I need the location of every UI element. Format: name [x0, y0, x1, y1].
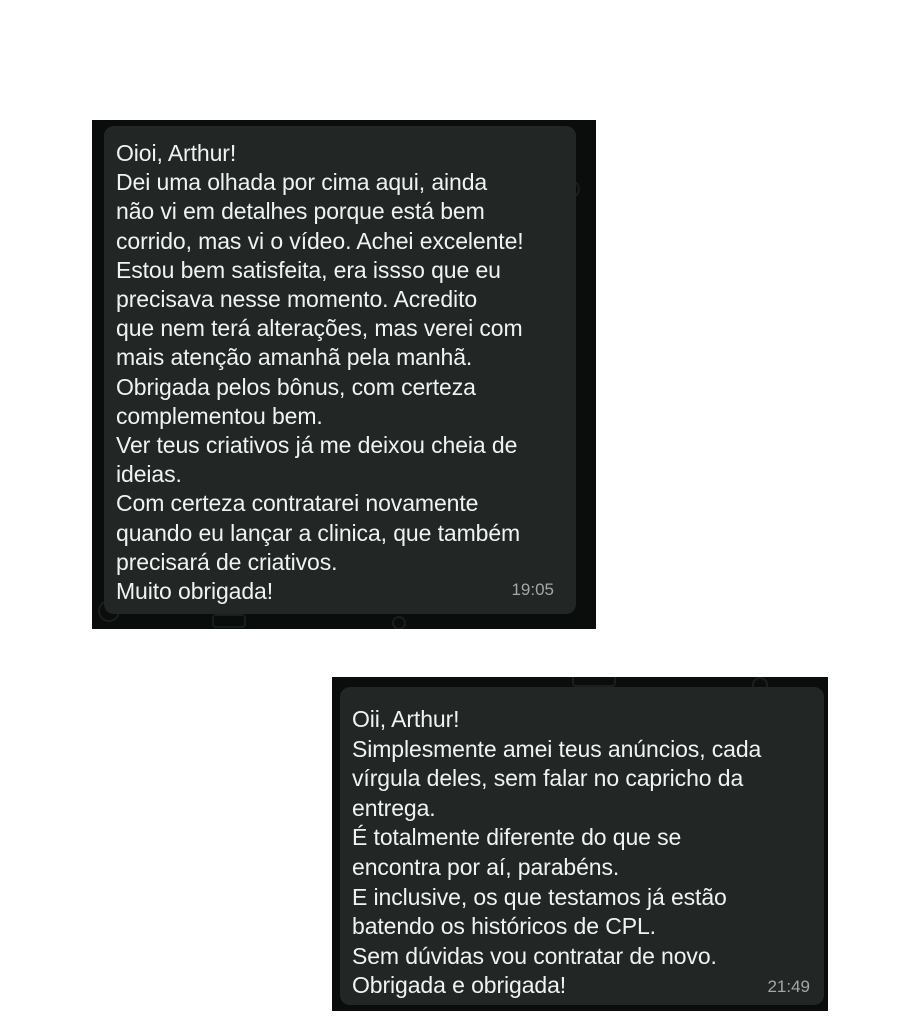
message-line: Oioi, Arthur!	[116, 140, 237, 166]
message-line: corrido, mas vi o vídeo. Achei excelente!	[116, 227, 524, 254]
message-line: não vi em detalhes porque está bem	[116, 198, 485, 225]
message-line: Oii, Arthur!	[352, 706, 460, 732]
message-text	[116, 139, 524, 606]
message-line: Dei uma olhada por cima aqui, ainda	[116, 169, 488, 196]
message-line: quando eu lançar a clinica, que também	[116, 519, 521, 546]
chat-wallpaper-doodle	[392, 616, 406, 629]
message-line: encontra por aí, parabéns.	[352, 853, 620, 880]
message-line: vírgula deles, sem falar no capricho da	[352, 765, 744, 792]
message-line: complementou bem.	[116, 402, 323, 429]
message-line: entrega.	[352, 794, 436, 821]
message-timestamp: 19:05	[511, 580, 554, 599]
message-line: Sem dúvidas vou contratar de novo.	[352, 942, 717, 969]
message-line: Estou bem satisfeita, era issso que eu	[116, 256, 501, 283]
message-line: Ver teus criativos já me deixou cheia de	[116, 432, 518, 459]
message-line: E inclusive, os que testamos já estão	[352, 883, 727, 910]
message-line: Com certeza contratarei novamente	[116, 490, 479, 517]
message-line: Obrigada pelos bônus, com certeza	[116, 373, 476, 400]
message-line: Obrigada e obrigada!	[352, 972, 567, 999]
message-bubble[interactable]	[104, 126, 576, 614]
chat-screenshot-1	[92, 120, 596, 629]
message-line: batendo os históricos de CPL.	[352, 913, 656, 940]
chat-screenshot-2	[332, 677, 828, 1011]
message-line: precisava nesse momento. Acredito	[116, 286, 478, 313]
message-line: ideias.	[116, 461, 182, 488]
message-bubble[interactable]	[340, 687, 824, 1005]
message-line: Muito obrigada!	[116, 578, 274, 605]
message-line: mais atenção amanhã pela manhã.	[116, 344, 473, 371]
chat-wallpaper-doodle	[212, 614, 246, 628]
chat-wallpaper-doodle	[572, 677, 616, 687]
message-line: que nem terá alterações, mas verei com	[116, 315, 523, 342]
message-text	[352, 705, 761, 1001]
message-timestamp: 21:49	[767, 977, 810, 996]
message-line: É totalmente diferente do que se	[352, 824, 682, 851]
message-line: Simplesmente amei teus anúncios, cada	[352, 735, 762, 762]
message-line: precisará de criativos.	[116, 548, 338, 575]
